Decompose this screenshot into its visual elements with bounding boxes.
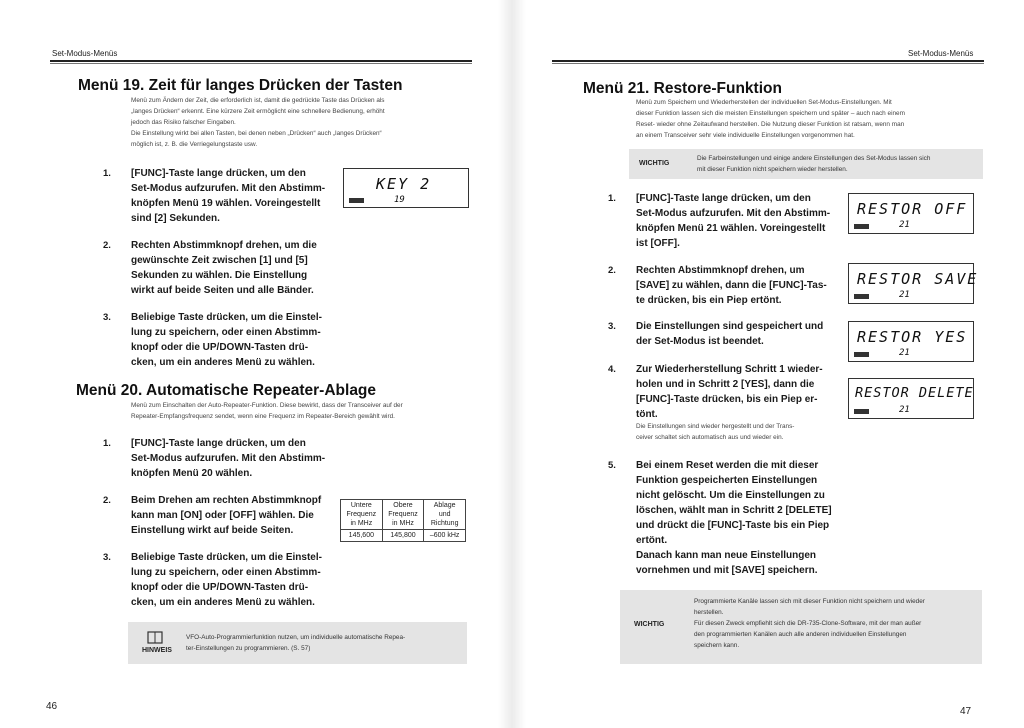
lcd-display-restor-delete bbox=[848, 378, 974, 419]
warning-line: herstellen. bbox=[694, 609, 724, 616]
right-page bbox=[512, 0, 1024, 728]
menu19-step1-num: 1. bbox=[103, 168, 111, 179]
hint-text bbox=[186, 632, 466, 654]
menu19-step2-text bbox=[131, 238, 361, 298]
page-number-left: 46 bbox=[46, 701, 58, 712]
menu20-title: Menü 20. Automatische Repeater-Ablage bbox=[76, 382, 377, 399]
menu19-title: Menü 19. Zeit für langes Drücken der Tasten bbox=[78, 77, 403, 94]
lcd-display-restor-yes bbox=[848, 321, 974, 362]
menu21-intro-line: Reset- wieder ohne Zeitaufwand herstellen. Die Nutzung dieser Funktion ist ratsam, wenn man bbox=[636, 121, 905, 128]
menu21-intro-line: dieser Funktion lassen sich die meisten Einstellungen speichern und später – auch nach einem bbox=[636, 110, 905, 117]
step-line: Beliebige Taste drücken, um die Einstel- bbox=[131, 312, 322, 323]
menu21-step2-text bbox=[636, 263, 851, 308]
step-line: der Set-Modus ist beendet. bbox=[636, 336, 764, 347]
menu19-step3-num: 3. bbox=[103, 312, 111, 323]
step-line: Die Einstellungen sind gespeichert und bbox=[636, 321, 824, 332]
step-line: tönt. bbox=[636, 409, 658, 420]
lcd-main-text: RESTOR DELETE bbox=[855, 385, 974, 401]
step-line: [FUNC]-Taste lange drücken, um den bbox=[636, 193, 811, 204]
menu21-step4-note bbox=[636, 421, 851, 443]
menu19-step1-text bbox=[131, 166, 351, 226]
lcd-main-text: RESTOR YES bbox=[857, 328, 968, 346]
step-line: wirkt auf beide Seiten und alle Bänder. bbox=[131, 285, 314, 296]
page-number-right: 47 bbox=[960, 706, 972, 717]
step-line: Danach kann man neue Einstellungen bbox=[636, 550, 817, 561]
table-cell: 145,800 bbox=[382, 530, 424, 542]
step-line: Set-Modus aufzurufen. Mit den Abstimm- bbox=[131, 183, 326, 194]
lcd-main-text: KEY 2 bbox=[376, 175, 432, 193]
menu21-step5-num: 5. bbox=[608, 460, 616, 471]
step-line: knopf oder die UP/DOWN-Tasten drü- bbox=[131, 342, 309, 353]
step-line: Einstellung wirkt auf beide Seiten. bbox=[131, 525, 294, 536]
step-line: lung zu speichern, oder einen Abstimm- bbox=[131, 327, 321, 338]
step-line: Zur Wiederherstellung Schritt 1 wieder- bbox=[636, 364, 823, 375]
step-line: Bei einem Reset werden die mit dieser bbox=[636, 460, 819, 471]
menu20-intro-line: Menü zum Einschalten der Auto-Repeater-Funktion. Diese bewirkt, dass der Transceiver auf der bbox=[131, 402, 403, 409]
menu21-step1-text bbox=[636, 191, 851, 251]
table-header-cell: Ablage und Richtung bbox=[424, 500, 466, 530]
menu21-intro bbox=[636, 97, 986, 141]
step-line: Rechten Abstimmknopf drehen, um bbox=[636, 265, 805, 276]
hint-line: VFO-Auto-Programmierfunktion nutzen, um individuelle automatische Repea- bbox=[186, 634, 406, 641]
step-line: Beliebige Taste drücken, um die Einstel- bbox=[131, 552, 322, 563]
note-line: ceiver schaltet sich automatisch aus und wieder ein. bbox=[636, 434, 784, 441]
table-header-cell: Obere Frequenz in MHz bbox=[382, 500, 424, 530]
step-line: löschen, wählt man in Schritt 2 [DELETE] bbox=[636, 505, 832, 516]
menu19-intro-line: möglich ist, z. B. die Verriegelungstaste usw. bbox=[131, 141, 258, 148]
step-line: sind [2] Sekunden. bbox=[131, 213, 220, 224]
menu20-step3-num: 3. bbox=[103, 552, 111, 563]
lcd-sub-text: 21 bbox=[899, 220, 910, 230]
note-line: Die Einstellungen sind wieder hergestellt und der Trans- bbox=[636, 423, 795, 430]
step-line: [SAVE] zu wählen, dann die [FUNC]-Tas- bbox=[636, 280, 827, 291]
menu21-step4-text bbox=[636, 362, 851, 422]
lcd-indicator-icon bbox=[349, 198, 364, 203]
table-header-row bbox=[341, 500, 466, 530]
lcd-main-text: RESTOR SAVE bbox=[857, 270, 979, 288]
step-line: knöpfen Menü 20 wählen. bbox=[131, 468, 253, 479]
header-rule-left bbox=[50, 60, 472, 62]
step-line: Set-Modus aufzurufen. Mit den Abstimm- bbox=[636, 208, 831, 219]
step-line: ist [OFF]. bbox=[636, 238, 680, 249]
warning-label: WICHTIG bbox=[634, 621, 665, 628]
step-line: cken, um ein anderes Menü zu wählen. bbox=[131, 597, 315, 608]
header-rule-thin-right bbox=[552, 63, 984, 64]
menu21-step2-num: 2. bbox=[608, 265, 616, 276]
step-line: und drückt die [FUNC]-Taste bis ein Piep bbox=[636, 520, 830, 531]
step-line: Funktion gespeicherten Einstellungen bbox=[636, 475, 818, 486]
menu19-intro bbox=[131, 95, 476, 150]
menu19-step2-num: 2. bbox=[103, 240, 111, 251]
hint-label: HINWEIS bbox=[142, 647, 172, 654]
running-head-left: Set-Modus-Menüs bbox=[52, 49, 118, 58]
step-line: Set-Modus aufzurufen. Mit den Abstimm- bbox=[131, 453, 326, 464]
warning-line: Programmierte Kanäle lassen sich mit dieser Funktion nicht speichern und wieder bbox=[694, 598, 925, 605]
page-gutter bbox=[498, 0, 526, 728]
menu19-intro-line: Menü zum Ändern der Zeit, die erforderlich ist, damit die gedrückte Taste das Drücken als bbox=[131, 97, 385, 104]
lcd-display-restor-save bbox=[848, 263, 979, 304]
step-line: kann man [ON] oder [OFF] wählen. Die bbox=[131, 510, 314, 521]
menu21-title: Menü 21. Restore-Funktion bbox=[583, 80, 782, 97]
table-row bbox=[341, 530, 466, 542]
repeater-offset-table bbox=[340, 499, 466, 542]
step-line: nicht gelöscht. Um die Einstellungen zu bbox=[636, 490, 825, 501]
menu20-step1-text bbox=[131, 436, 361, 481]
table-cell: –600 kHz bbox=[424, 530, 466, 542]
table-header-cell: Untere Frequenz in MHz bbox=[341, 500, 383, 530]
menu19-step3-text bbox=[131, 310, 361, 370]
table-cell: 145,600 bbox=[341, 530, 383, 542]
warning-text bbox=[697, 153, 981, 175]
warning-line: den programmierten Kanälen auch alle anderen individuellen Einstellungen bbox=[694, 631, 907, 638]
step-line: Beim Drehen am rechten Abstimmknopf bbox=[131, 495, 322, 506]
warning-label: WICHTIG bbox=[639, 160, 670, 167]
lcd-sub-text: 19 bbox=[394, 195, 405, 205]
step-line: te drücken, bis ein Piep ertönt. bbox=[636, 295, 782, 306]
step-line: [FUNC]-Taste lange drücken, um den bbox=[131, 438, 306, 449]
warning-text bbox=[694, 596, 980, 651]
menu21-step4-num: 4. bbox=[608, 364, 616, 375]
lcd-display-menu19 bbox=[343, 168, 469, 208]
lcd-sub-text: 21 bbox=[899, 290, 910, 300]
step-line: vornehmen und mit [SAVE] speichern. bbox=[636, 565, 818, 576]
step-line: Sekunden zu wählen. Die Einstellung bbox=[131, 270, 308, 281]
running-head-right: Set-Modus-Menüs bbox=[908, 49, 974, 58]
warning-line: Für diesen Zweck empfiehlt sich die DR-735-Clone-Software, mit der man außer bbox=[694, 620, 922, 627]
lcd-indicator-icon bbox=[854, 294, 869, 299]
hint-box bbox=[128, 622, 467, 664]
step-line: [FUNC]-Taste drücken, bis ein Piep er- bbox=[636, 394, 818, 405]
menu21-intro-line: an einem Transceiver sehr viele individuelle Einstellungen vorgenommen hat. bbox=[636, 132, 855, 139]
menu19-intro-line: jedoch das Risiko falscher Eingaben. bbox=[131, 119, 236, 126]
menu21-intro-line: Menü zum Speichern und Wiederherstellen der individuellen Set-Modus-Einstellungen. Mit bbox=[636, 99, 892, 106]
menu20-step2-num: 2. bbox=[103, 495, 111, 506]
menu20-intro-line: Repeater-Empfangsfrequenz sendet, wenn eine Frequenz im Repeater-Bereich gewählt wird. bbox=[131, 413, 395, 420]
menu20-intro bbox=[131, 400, 476, 422]
step-line: Rechten Abstimmknopf drehen, um die bbox=[131, 240, 317, 251]
step-line: knopf oder die UP/DOWN-Tasten drü- bbox=[131, 582, 309, 593]
step-line: gewünschte Zeit zwischen [1] und [5] bbox=[131, 255, 308, 266]
menu21-step3-num: 3. bbox=[608, 321, 616, 332]
header-rule-thin-left bbox=[50, 63, 472, 64]
menu21-step5-text bbox=[636, 458, 866, 578]
menu20-step3-text bbox=[131, 550, 361, 610]
menu20-step2-text bbox=[131, 493, 331, 538]
lcd-sub-text: 21 bbox=[899, 348, 910, 358]
menu20-step1-num: 1. bbox=[103, 438, 111, 449]
warning-box-1 bbox=[629, 149, 983, 179]
warning-line: mit dieser Funktion nicht speichern wieder herstellen. bbox=[697, 166, 848, 173]
header-rule-right bbox=[552, 60, 984, 62]
step-line: ertönt. bbox=[636, 535, 668, 546]
step-line: knöpfen Menü 19 wählen. Voreingestellt bbox=[131, 198, 321, 209]
lcd-display-restor-off bbox=[848, 193, 974, 234]
lcd-sub-text: 21 bbox=[899, 405, 910, 415]
step-line: [FUNC]-Taste lange drücken, um den bbox=[131, 168, 306, 179]
warning-box-2 bbox=[620, 590, 982, 664]
hint-line: ter-Einstellungen zu programmieren. (S. 57) bbox=[186, 645, 311, 652]
warning-line: Die Farbeinstellungen und einige andere Einstellungen des Set-Modus lassen sich bbox=[697, 155, 931, 162]
menu21-step1-num: 1. bbox=[608, 193, 616, 204]
menu21-step3-text bbox=[636, 319, 851, 349]
menu19-intro-line: „langes Drücken“ erkennt. Eine kürzere Zeit ermöglicht eine schnellere Bedienung, erhöht bbox=[131, 108, 385, 115]
book-icon bbox=[147, 631, 163, 644]
lcd-indicator-icon bbox=[854, 409, 869, 414]
step-line: cken, um ein anderes Menü zu wählen. bbox=[131, 357, 315, 368]
menu19-intro-line: Die Einstellung wirkt bei allen Tasten, bei denen neben „Drücken“ auch „langes Drücken“ bbox=[131, 130, 382, 137]
warning-line: speichern kann. bbox=[694, 642, 740, 649]
lcd-indicator-icon bbox=[854, 352, 869, 357]
lcd-indicator-icon bbox=[854, 224, 869, 229]
step-line: knöpfen Menü 21 wählen. Voreingestellt bbox=[636, 223, 826, 234]
lcd-main-text: RESTOR OFF bbox=[857, 200, 968, 218]
step-line: holen und in Schritt 2 [YES], dann die bbox=[636, 379, 815, 390]
step-line: lung zu speichern, oder einen Abstimm- bbox=[131, 567, 321, 578]
